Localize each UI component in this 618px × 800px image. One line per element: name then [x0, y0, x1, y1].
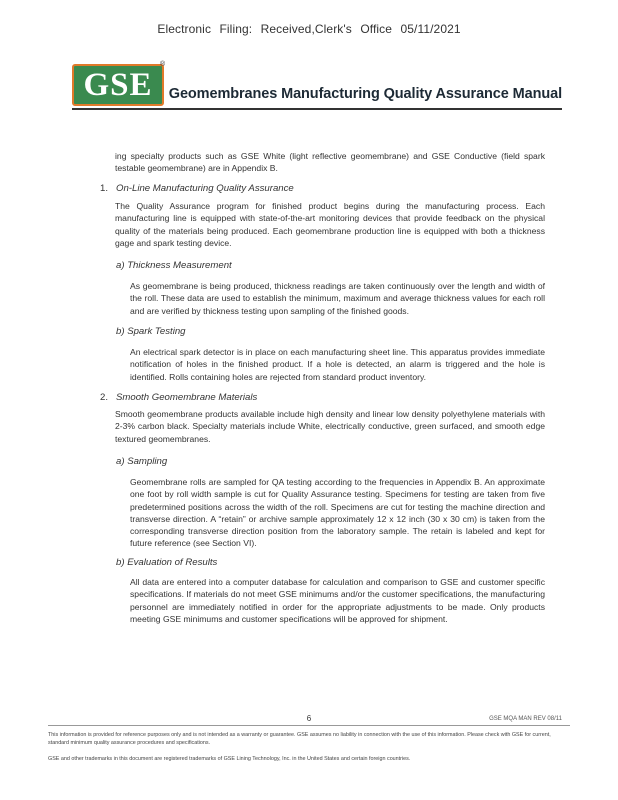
page-number: 6 [306, 714, 312, 723]
manual-title: Geomembranes Manufacturing Quality Assurance Manual [168, 86, 562, 102]
section-1-heading [100, 183, 294, 194]
gse-logo [72, 64, 164, 106]
registered-mark: ® [160, 61, 166, 68]
section-1b-heading: b) Spark Testing [116, 326, 186, 337]
section-2-heading [100, 392, 257, 403]
section-2-number: 2. [100, 392, 109, 403]
footer-trademark: GSE and other trademarks in this document are registered trademarks of GSE Lining Technology, Inc. in the United States and certain foreign countries. [48, 756, 411, 762]
section-2-paragraph: Smooth geomembrane products available include high density and linear low density polyethylene materials with 2-3% carbon black. Specialty materials include White, electrically conductive, green surfaced, and smooth edge textured geomembranes. [115, 409, 545, 444]
section-2a-paragraph: Geomembrane rolls are sampled for QA testing according to the frequencies in Appendix B. An approximate one foot by roll width sample is cut for Quality Assurance testing. Specimens for testing are taken from five predetermined positions across the width of the roll. Specimens are cut for testing the machine direction and transverse direction. A “retain” or archive sample approximately 12 x 12 inch (30 x 30 cm) is taken from the corresponding transverse direction position from the laboratory sample. The retain is labeled and kept for future reference (see Section VI). [130, 477, 545, 549]
section-1a-heading: a) Thickness Measurement [116, 260, 232, 271]
section-2a-heading: a) Sampling [116, 456, 168, 467]
section-1-paragraph: The Quality Assurance program for finished product begins during the manufacturing process. Each manufacturing line is equipped with state-of-the-art monitoring devices that provide feedback on the physical quality of the materials being produced. Each geomembrane production line is equipped with both a thickness gage and spark testing device. [115, 201, 545, 248]
section-2b-paragraph: All data are entered into a computer database for calculation and comparison to GSE and customer specific specifications. If materials do not meet GSE minimums and/or the customer specifications, the manufacturing personnel are immediately notified in order for the appropriate adjustments to be made. Only products meeting GSE minimums and customer specifications will be approved for shipment. [130, 577, 545, 624]
section-2b-heading: b) Evaluation of Results [116, 557, 218, 568]
filing-stamp: Electronic Filing: Received,Clerk's Office 05/11/2021 [157, 22, 461, 36]
revision-label: GSE MQA MAN REV 08/11 [489, 716, 562, 722]
section-1a-paragraph: As geomembrane is being produced, thickness readings are taken continuously over the length and width of the roll. These data are used to establish the minimum, maximum and average thickness values for each roll and are verified by thickness testing upon sampling of the finished goods. [130, 281, 545, 316]
header-divider [72, 108, 562, 110]
section-1b-paragraph: An electrical spark detector is in place on each manufacturing sheet line. This apparatus provides immediate notification of holes in the finished product. If a hole is detected, an alarm is triggered and the hole is identified. Rolls containing holes are rejected from standard product inventory. [130, 347, 545, 382]
section-2-title: Smooth Geomembrane Materials [116, 392, 258, 403]
section-1-title: On-Line Manufacturing Quality Assurance [116, 183, 294, 194]
footer-divider [48, 725, 570, 726]
logo-text: GSE [83, 66, 153, 103]
section-1-number: 1. [100, 183, 109, 194]
intro-paragraph: ing specialty products such as GSE White (light reflective geomembrane) and GSE Conductive (field spark testable geomembrane) are in Appendix B. [115, 151, 545, 174]
footer-disclaimer: This information is provided for reference purposes only and is not intended as a warranty or guarantee. GSE assumes no liability in connection with the use of this information. Please check with GSE for current, standard minimum quality assurance procedures and specifications. [48, 732, 551, 746]
